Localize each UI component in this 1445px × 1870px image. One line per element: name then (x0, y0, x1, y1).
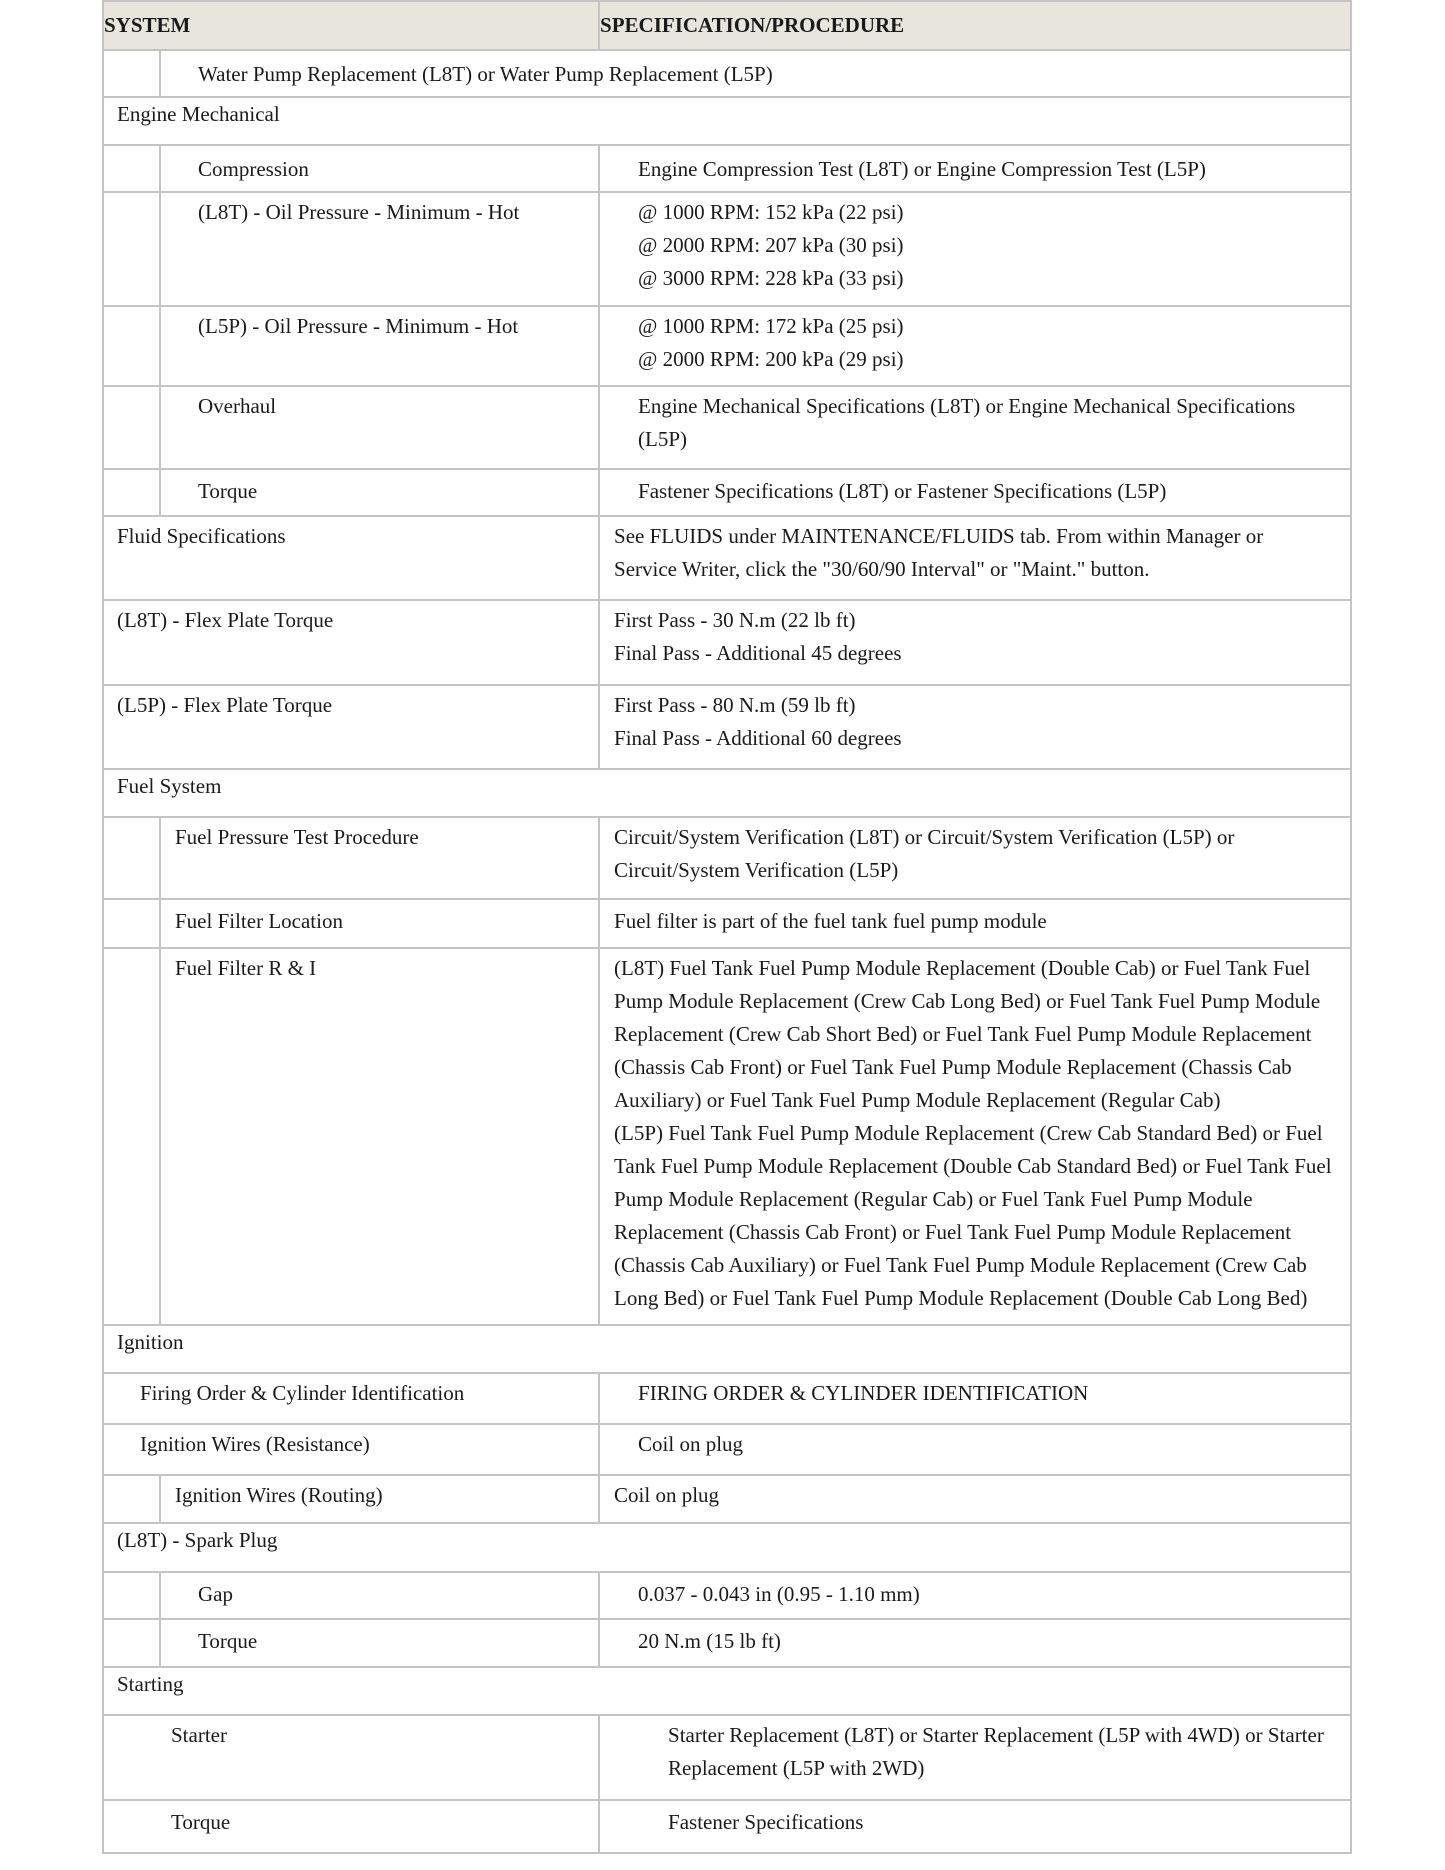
sp-torque-label: Torque (160, 1619, 599, 1667)
oil-value-line: @ 1000 RPM: 172 kPa (25 psi) (638, 314, 904, 338)
gap-value: 0.037 - 0.043 in (0.95 - 1.10 mm) (599, 1572, 1351, 1619)
table-row (103, 1619, 1351, 1667)
overhaul-value: Engine Mechanical Specifications (L8T) or Engine Mechanical Specifications (L5P) (599, 386, 1351, 469)
table-row (103, 386, 1351, 469)
section-engine-mechanical (103, 97, 1351, 145)
section-label: Ignition (103, 1325, 1351, 1373)
flex-value-line: Final Pass - Additional 45 degrees (614, 641, 902, 665)
fuel-pressure-value: Circuit/System Verification (L8T) or Circuit/System Verification (L5P) or Circuit/System Verification (L5P) (599, 817, 1351, 899)
table-row (103, 516, 1351, 600)
l5p-oil-label: (L5P) - Oil Pressure - Minimum - Hot (160, 306, 599, 386)
table-row (103, 1572, 1351, 1619)
section-label: Starting (103, 1667, 1351, 1715)
sp-torque-value: 20 N.m (15 lb ft) (599, 1619, 1351, 1667)
torque-label: Torque (160, 469, 599, 516)
table-row (103, 948, 1351, 1325)
fuel-pressure-label: Fuel Pressure Test Procedure (160, 817, 599, 899)
ign-resist-label: Ignition Wires (Resistance) (103, 1424, 599, 1475)
oil-value-line: @ 1000 RPM: 152 kPa (22 psi) (638, 200, 904, 224)
section-label: (L8T) - Spark Plug (103, 1523, 1351, 1572)
compression-label: Compression (160, 145, 599, 192)
fuel-filter-ri-line: (L5P) Fuel Tank Fuel Pump Module Replacement (Crew Cab Standard Bed) or Fuel Tank Fuel Pump Module Replacement (Double Cab Standard Bed) or Fuel Tank Fuel Pump Module Replacement (Regular Cab) or Fuel Tank Fuel Pump Module Replacement (Chassis Cab Front) or Fuel Tank Fuel Pump Module Replacement (Chassis Cab Auxiliary) or Fuel Tank Fuel Pump Module Replacement (Crew Cab Long Bed) or Fuel Tank Fuel Pump Module Replacement (Double Cab Long Bed) (614, 1121, 1332, 1310)
table-row (103, 1424, 1351, 1475)
l8t-flex-label: (L8T) - Flex Plate Torque (103, 600, 599, 685)
table-row (103, 899, 1351, 948)
oil-value-line: @ 2000 RPM: 207 kPa (30 psi) (638, 233, 904, 257)
firing-label: Firing Order & Cylinder Identification (103, 1373, 599, 1424)
section-label: Fuel System (103, 769, 1351, 817)
fuel-filter-ri-label: Fuel Filter R & I (160, 948, 599, 1325)
table-row (103, 192, 1351, 306)
fluid-label: Fluid Specifications (103, 516, 599, 600)
ign-route-label: Ignition Wires (Routing) (160, 1475, 599, 1523)
table-row (103, 1715, 1351, 1800)
fuel-filter-loc-value: Fuel filter is part of the fuel tank fuel pump module (599, 899, 1351, 948)
section-spark-plug (103, 1523, 1351, 1572)
fluid-value: See FLUIDS under MAINTENANCE/FLUIDS tab. From within Manager or Service Writer, click the "30/60/90 Interval" or "Maint." button. (599, 516, 1351, 600)
table-row (103, 1373, 1351, 1424)
l5p-flex-label: (L5P) - Flex Plate Torque (103, 685, 599, 769)
st-torque-label: Torque (103, 1800, 599, 1853)
oil-value-line: @ 3000 RPM: 228 kPa (33 psi) (638, 266, 904, 290)
table-row (103, 685, 1351, 769)
fuel-filter-ri-line: (L8T) Fuel Tank Fuel Pump Module Replacement (Double Cab) or Fuel Tank Fuel Pump Module Replacement (Crew Cab Long Bed) or Fuel Tank Fuel Pump Module Replacement (Crew Cab Short Bed) or Fuel Tank Fuel Pump Module Replacement (Chassis Cab Front) or Fuel Tank Fuel Pump Module Replacement (Chassis Cab Auxiliary) or Fuel Tank Fuel Pump Module Replacement (Regular Cab) (614, 956, 1321, 1112)
ign-resist-value: Coil on plug (599, 1424, 1351, 1475)
table-row (103, 817, 1351, 899)
section-starting (103, 1667, 1351, 1715)
flex-value-line: First Pass - 30 N.m (22 lb ft) (614, 608, 856, 632)
table-row (103, 469, 1351, 516)
ign-route-value: Coil on plug (599, 1475, 1351, 1523)
l8t-oil-values (599, 192, 1351, 306)
gap-label: Gap (160, 1572, 599, 1619)
header-row (103, 1, 1351, 50)
oil-value-line: @ 2000 RPM: 200 kPa (29 psi) (638, 347, 904, 371)
l5p-flex-values (599, 685, 1351, 769)
l5p-oil-values (599, 306, 1351, 386)
torque-value: Fastener Specifications (L8T) or Fastener Specifications (L5P) (599, 469, 1351, 516)
table-row (103, 50, 1351, 97)
section-label: Engine Mechanical (103, 97, 1351, 145)
overhaul-label: Overhaul (160, 386, 599, 469)
starter-value: Starter Replacement (L8T) or Starter Replacement (L5P with 4WD) or Starter Replacement (L5P with 2WD) (599, 1715, 1351, 1800)
fuel-filter-loc-label: Fuel Filter Location (160, 899, 599, 948)
spec-header: SPECIFICATION/PROCEDURE (599, 1, 1351, 50)
section-fuel-system (103, 769, 1351, 817)
flex-value-line: First Pass - 80 N.m (59 lb ft) (614, 693, 856, 717)
table-row (103, 1475, 1351, 1523)
table-row (103, 145, 1351, 192)
table-row (103, 1800, 1351, 1853)
section-ignition (103, 1325, 1351, 1373)
flex-value-line: Final Pass - Additional 60 degrees (614, 726, 902, 750)
spec-table (102, 0, 1352, 1854)
starter-label: Starter (103, 1715, 599, 1800)
l8t-oil-label: (L8T) - Oil Pressure - Minimum - Hot (160, 192, 599, 306)
water-pump-cell: Water Pump Replacement (L8T) or Water Pump Replacement (L5P) (160, 50, 1351, 97)
st-torque-value: Fastener Specifications (599, 1800, 1351, 1853)
table-row (103, 600, 1351, 685)
table-row (103, 306, 1351, 386)
firing-value: FIRING ORDER & CYLINDER IDENTIFICATION (599, 1373, 1351, 1424)
compression-value: Engine Compression Test (L8T) or Engine Compression Test (L5P) (599, 145, 1351, 192)
system-header: SYSTEM (103, 1, 599, 50)
l8t-flex-values (599, 600, 1351, 685)
fuel-filter-ri-values (599, 948, 1351, 1325)
